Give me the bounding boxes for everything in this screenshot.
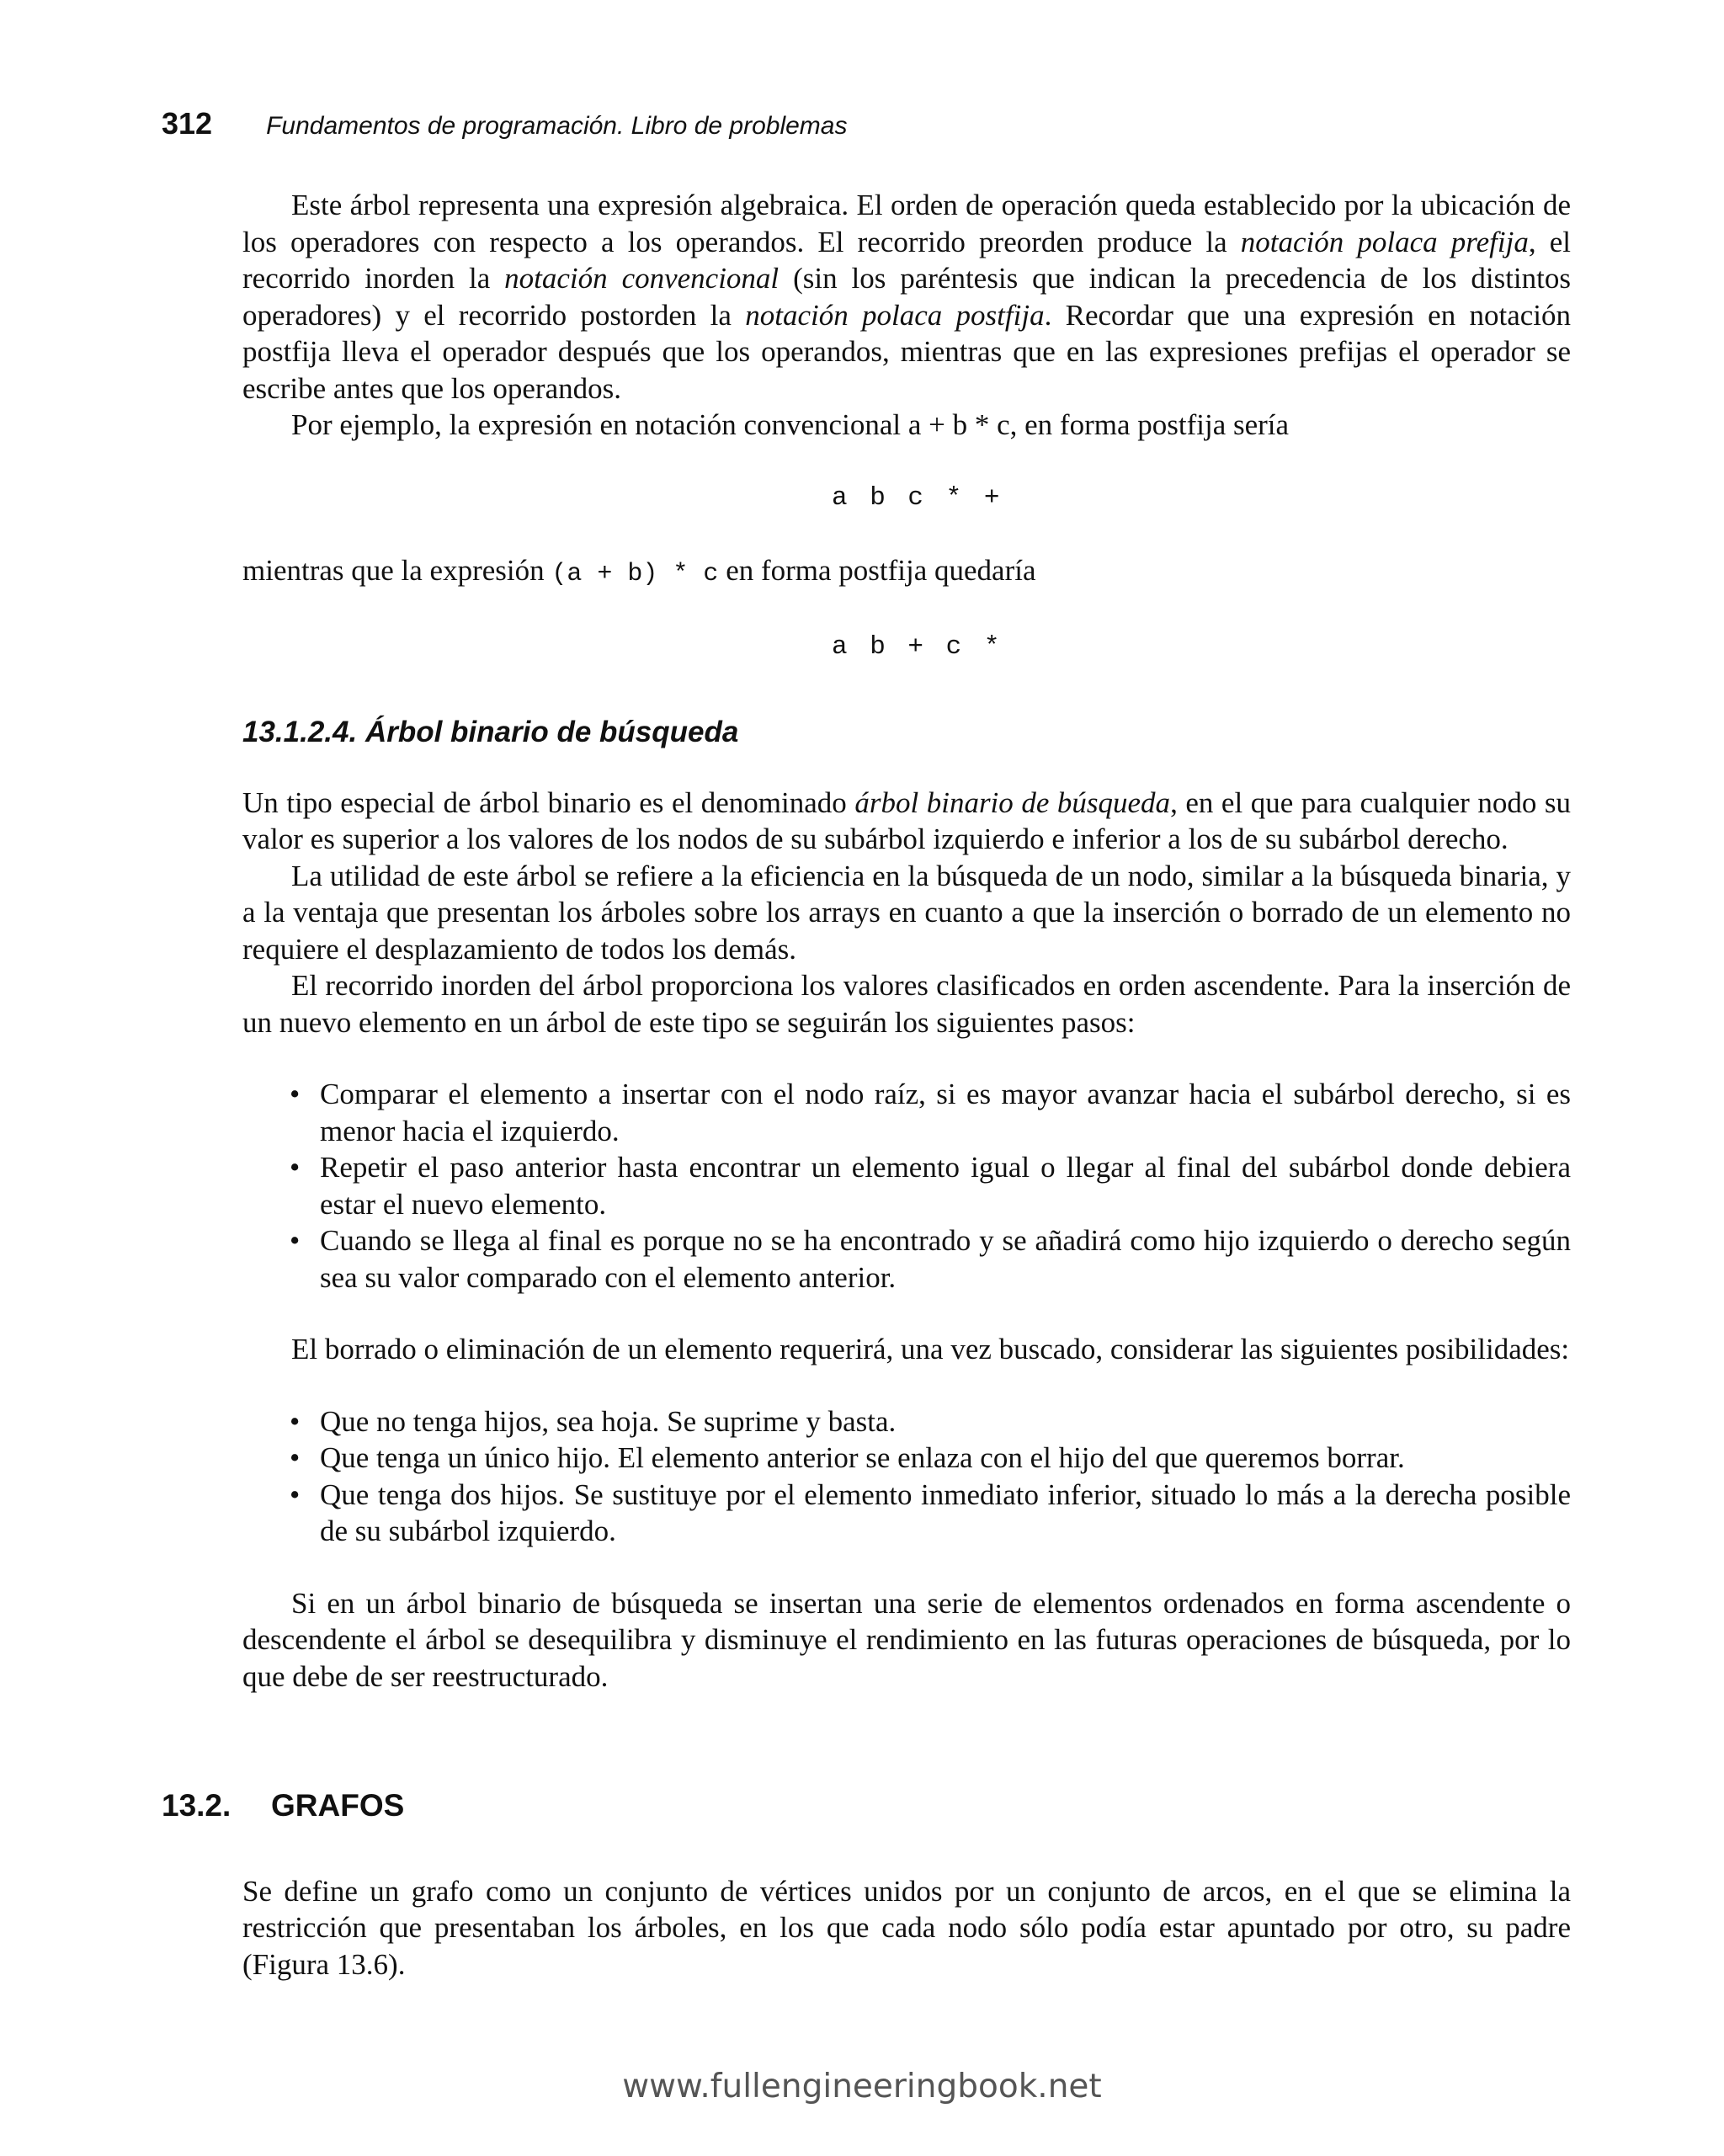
deletion-cases-list	[242, 1403, 1571, 1550]
subsection-heading: 13.1.2.4. Árbol binario de búsqueda	[242, 716, 739, 748]
insertion-steps-list	[242, 1076, 1571, 1296]
emphasis-prefix-notation: notación polaca prefija	[1240, 225, 1529, 258]
inline-code-expression: (a + b) * c	[551, 559, 719, 588]
postfix-formula-2: a b + c *	[832, 632, 1003, 662]
emphasis-conventional-notation: notación convencional	[504, 262, 780, 295]
emphasis-postfix-notation: notación polaca postfija	[745, 298, 1045, 332]
list-item: • Cuando se llega al final es porque no se ha encontrado y se añadirá como hijo izquierdo o derecho según sea su valor comparado con el elemento anterior.	[242, 1222, 1571, 1296]
paragraph-bst-insertion: El recorrido inorden del árbol proporciona los valores clasificados en orden ascendente. Para la inserción de un nuevo elemento en un árbol de este tipo se seguirán los siguientes pasos:	[242, 969, 1571, 1039]
paragraph-rebalance: Si en un árbol binario de búsqueda se insertan una serie de elementos ordenados en forma ascendente o descendente el árbol se desequilibra y disminuye el rendimiento en las futuras operaciones de búsqueda, por lo que debe de ser reestructurado.	[242, 1586, 1571, 1693]
paragraph-expression-tree	[242, 187, 1571, 407]
list-item: • Que tenga un único hijo. El elemento anterior se enlaza con el hijo del que queremos borrar.	[242, 1440, 1571, 1477]
postfix-formula-1: a b c * +	[832, 482, 1003, 513]
text-run: Un tipo especial de árbol binario es el denominado	[242, 785, 855, 819]
paragraph-second-example	[242, 552, 1571, 594]
page-header	[162, 106, 847, 148]
section-heading	[162, 1787, 1571, 1824]
paragraph-deletion: El borrado o eliminación de un elemento requerirá, una vez buscado, considerar las siguientes posibilidades:	[291, 1333, 1570, 1365]
section-number: 13.2.	[162, 1788, 231, 1823]
text-run: (sin los paréntesis que indican la precedencia de los distintos operadores) y el recorrido postorden la	[242, 262, 1571, 332]
text-run: en forma postfija quedaría	[718, 553, 1036, 587]
page-number: 312	[162, 106, 213, 141]
list-item: • Comparar el elemento a insertar con el nodo raíz, si es mayor avanzar hacia el subárbol derecho, si es menor hacia el izquierdo.	[242, 1076, 1571, 1149]
paragraph-bst-utility: La utilidad de este árbol se refiere a la eficiencia en la búsqueda de un nodo, similar a la búsqueda binaria, y a la ventaja que presentan los árboles sobre los arrays en cuanto a que la inserción o borrado de un elemento no requiere el desplazamiento de todos los demás.	[242, 859, 1571, 966]
text-run: mientras que la expresión	[242, 553, 552, 587]
text-run: Este árbol representa una expresión algebraica. El orden de operación queda establecido por la ubicación de los operadores con respecto a los operandos. El recorrido preorden produce la	[242, 189, 1571, 258]
text-run: , en el que para cualquier nodo su valor es superior a los valores de los nodos de su subárbol izquierdo e inferior a los de su subárbol derecho.	[242, 785, 1571, 855]
list-item: • Repetir el paso anterior hasta encontrar un elemento igual o llegar al final del subárbol donde debiera estar el nuevo elemento.	[242, 1149, 1571, 1222]
paragraph-graph-definition: Se define un grafo como un conjunto de vértices unidos por un conjunto de arcos, en el que se elimina la restricción que presentaban los árboles, en los que cada nodo sólo podía estar apuntado por otro, su padre (Figura 13.6).	[242, 1874, 1571, 1981]
running-title: Fundamentos de programación. Libro de problemas	[266, 112, 848, 140]
emphasis-bst: árbol binario de búsqueda	[854, 785, 1171, 819]
paragraph-bst-definition	[242, 785, 1571, 858]
section-title: GRAFOS	[271, 1788, 405, 1823]
paragraph-example: Por ejemplo, la expresión en notación convencional a + b * c, en forma postfija sería	[291, 408, 1290, 441]
list-item: • Que no tenga hijos, sea hoja. Se suprime y basta.	[242, 1403, 1571, 1440]
text-run: . Recordar que una expresión en notación postfija lleva el operador después que los operandos, mientras que en las expresiones prefijas el operador se escribe antes que los operandos.	[242, 298, 1571, 405]
list-item: • Que tenga dos hijos. Se sustituye por el elemento inmediato inferior, situado lo más a la derecha posible de su subárbol izquierdo.	[242, 1477, 1571, 1550]
page-body	[162, 187, 1571, 1983]
footer-watermark-url: www.fullengineeringbook.net	[622, 2068, 1102, 2105]
text-run: , el recorrido inorden la	[242, 225, 1571, 295]
